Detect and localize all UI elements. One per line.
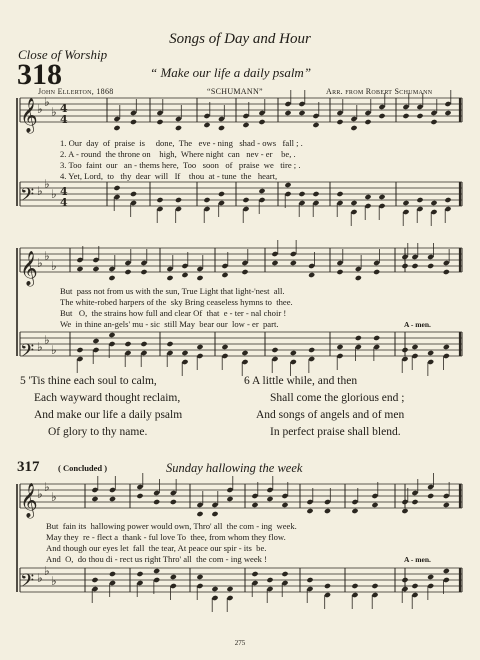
note-head	[196, 344, 203, 350]
hymn-317-line-2: May they re - flect a thank - ful love To thee, from whom they flow.	[46, 532, 286, 542]
note-head	[373, 335, 380, 341]
note-head	[76, 266, 83, 272]
note-head	[430, 119, 437, 125]
verse-5-line-3: And make our life a daily psalm	[34, 409, 183, 421]
note-head	[221, 272, 228, 278]
note-head	[351, 583, 358, 589]
hymn-318-stanza-line-3: 3. Too faint our an - thems here, Too soon of praise we tire ; .	[60, 160, 301, 170]
svg-text:𝄢: 𝄢	[20, 571, 35, 596]
note-head	[378, 194, 385, 200]
note-head	[108, 332, 115, 338]
svg-text:4: 4	[60, 185, 68, 198]
note-head	[402, 113, 409, 119]
note-head	[444, 110, 451, 116]
note-head	[336, 344, 343, 350]
svg-text:4: 4	[60, 196, 68, 209]
hymn-317-amen: A - men.	[404, 555, 431, 564]
note-head	[113, 185, 120, 191]
note-head	[170, 499, 177, 505]
svg-text:𝄞: 𝄞	[20, 483, 38, 518]
note-head	[308, 272, 315, 278]
hymn-317-line-4: And O, do thou di - rect us right Thro' all the com - ing week !	[46, 554, 267, 564]
note-head	[130, 191, 137, 197]
svg-text:♭: ♭	[37, 340, 43, 354]
note-head	[312, 122, 319, 128]
svg-text:♭: ♭	[44, 95, 50, 109]
hymn-317-label: ( Concluded )	[58, 463, 108, 473]
verse-6-line-2: Shall come the glorious end ;	[270, 392, 405, 404]
page-number: 275	[234, 639, 246, 647]
note-head	[166, 341, 173, 347]
note-head	[124, 341, 131, 347]
hymn-317-number: 317	[17, 459, 40, 475]
note-head	[281, 502, 288, 508]
note-head	[226, 496, 233, 502]
note-head	[242, 122, 249, 128]
note-head	[401, 508, 408, 514]
note-head	[401, 577, 408, 583]
note-head	[153, 568, 160, 574]
note-head	[251, 571, 258, 577]
note-head	[411, 499, 418, 505]
note-head	[350, 200, 357, 206]
svg-text:♭: ♭	[44, 177, 50, 191]
note-head	[181, 272, 188, 278]
note-head	[351, 508, 358, 514]
note-head	[284, 110, 291, 116]
note-head	[156, 197, 163, 203]
note-head	[251, 502, 258, 508]
note-head	[306, 577, 313, 583]
note-head	[364, 119, 371, 125]
note-head	[411, 263, 418, 269]
svg-text:♭: ♭	[51, 490, 57, 504]
note-head	[203, 197, 210, 203]
note-head	[136, 493, 143, 499]
svg-text:𝄞: 𝄞	[20, 98, 38, 133]
svg-text:𝄢: 𝄢	[20, 185, 35, 210]
note-head	[336, 119, 343, 125]
note-head	[92, 338, 99, 344]
note-head	[444, 197, 451, 203]
note-head	[170, 574, 177, 580]
svg-text:♭: ♭	[37, 256, 43, 270]
note-head	[175, 125, 182, 131]
note-head	[290, 350, 297, 356]
note-head	[221, 344, 228, 350]
verse-6-line-1: 6 A little while, and then	[244, 375, 358, 387]
note-head	[136, 571, 143, 577]
note-head	[308, 347, 315, 353]
svg-text:♭: ♭	[44, 564, 50, 578]
note-head	[427, 493, 434, 499]
clefs	[20, 98, 38, 596]
note-head	[373, 269, 380, 275]
note-head	[109, 571, 116, 577]
hymn-318-amen: A - men.	[404, 320, 431, 329]
note-head	[181, 350, 188, 356]
note-head	[355, 275, 362, 281]
note-head	[218, 125, 225, 131]
note-head	[196, 574, 203, 580]
note-head	[196, 275, 203, 281]
note-head	[241, 350, 248, 356]
note-head	[203, 122, 210, 128]
note-head	[402, 200, 409, 206]
note-head	[108, 275, 115, 281]
verse-5-line-1: 5 'Tis thine each soul to calm,	[20, 375, 157, 387]
svg-text:♭: ♭	[51, 105, 57, 119]
note-head	[156, 119, 163, 125]
key-signature-flats	[37, 95, 57, 588]
svg-text:♭: ♭	[37, 571, 43, 585]
verse-5-line-2: Each wayward thought reclaim,	[34, 392, 181, 404]
hymn-318-stanza-line-1: 1. Our day of praise is done, The eve - ning shad - ows fall ; .	[60, 138, 303, 148]
note-head	[211, 586, 218, 592]
note-head	[298, 110, 305, 116]
svg-text:♭: ♭	[37, 102, 43, 116]
svg-text:♭: ♭	[44, 480, 50, 494]
section-heading: Close of Worship	[18, 47, 108, 62]
hymn-317-line-1: But fain its hallowing power would own, Thro' all the com - ing week.	[46, 521, 297, 531]
note-head	[336, 269, 343, 275]
note-head	[281, 571, 288, 577]
svg-text:𝄢: 𝄢	[20, 341, 35, 366]
hymn-318-motto: “ Make our life a daily psalm”	[150, 65, 312, 80]
note-head	[175, 197, 182, 203]
svg-text:𝄞: 𝄞	[20, 251, 38, 286]
note-head	[427, 263, 434, 269]
note-head	[411, 344, 418, 350]
svg-text:♭: ♭	[44, 249, 50, 263]
note-head	[350, 125, 357, 131]
note-head	[443, 568, 450, 574]
note-head	[364, 194, 371, 200]
note-head	[109, 496, 116, 502]
note-head	[324, 583, 331, 589]
hymn-317-line-3: And though our eyes let fall the tear, At peace our spir - its be.	[46, 543, 267, 553]
hymn-318-tune: “SCHUMANN”	[207, 87, 263, 96]
note-head	[411, 583, 418, 589]
svg-text:♭: ♭	[37, 487, 43, 501]
note-head	[140, 341, 147, 347]
note-head	[271, 260, 278, 266]
verse-6-line-3: And songs of angels and of men	[256, 409, 405, 421]
note-head	[306, 508, 313, 514]
note-head	[113, 125, 120, 131]
note-head	[371, 583, 378, 589]
hymn-318-stanza2-line-3: But O, the strains how full and clear Of that e - ter - nal choir !	[60, 308, 287, 318]
note-head	[218, 191, 225, 197]
note-head	[427, 350, 434, 356]
note-head	[284, 182, 291, 188]
verse-6-line-4: In perfect praise shall blend.	[270, 426, 401, 438]
note-head	[140, 269, 147, 275]
hymn-318-stanza-line-2: 2. A - round the throne on high, Where night can nev - er be, .	[60, 149, 296, 159]
svg-text:♭: ♭	[51, 187, 57, 201]
verse-5-line-4: Of glory to thy name.	[48, 426, 148, 438]
note-head	[443, 344, 450, 350]
note-head	[336, 191, 343, 197]
note-head	[266, 496, 273, 502]
note-head	[124, 269, 131, 275]
note-head	[211, 511, 218, 517]
note-head	[427, 574, 434, 580]
svg-text:♭: ♭	[51, 574, 57, 588]
note-head	[355, 335, 362, 341]
svg-text:4: 4	[60, 102, 68, 115]
note-head	[76, 347, 83, 353]
note-head	[258, 119, 265, 125]
note-head	[166, 275, 173, 281]
note-head	[430, 200, 437, 206]
hymn-318-stanza2-line-2: The white-robed harpers of the sky Bring ceaseless hymns to thee.	[60, 297, 293, 307]
note-head	[92, 266, 99, 272]
svg-text:4: 4	[60, 113, 68, 126]
hymn-318-author: John Ellerton, 1868	[38, 87, 114, 96]
note-head	[401, 263, 408, 269]
hymn-318-stanza-line-4: 4. Yet, Lord, to thy dear will If thou at - tune the heart,	[60, 171, 278, 181]
note-head	[416, 113, 423, 119]
hymn-318-stanza2-line-1: But pass not from us with the sun, True Light that light-'nest all.	[60, 286, 285, 296]
svg-text:♭: ♭	[51, 259, 57, 273]
note-head	[258, 188, 265, 194]
note-head	[91, 496, 98, 502]
note-head	[196, 511, 203, 517]
note-head	[91, 577, 98, 583]
note-head	[242, 197, 249, 203]
hymn-318-stanza2-line-4: We in thine an-gels' mu - sic still May bear our low - er part.	[60, 319, 279, 329]
note-head	[271, 347, 278, 353]
note-head	[241, 269, 248, 275]
note-head	[226, 586, 233, 592]
note-head	[443, 502, 450, 508]
svg-text:♭: ♭	[37, 184, 43, 198]
svg-text:♭: ♭	[44, 333, 50, 347]
note-head	[378, 113, 385, 119]
note-head	[298, 191, 305, 197]
note-head	[153, 499, 160, 505]
note-head	[371, 502, 378, 508]
note-head	[290, 260, 297, 266]
note-head	[266, 577, 273, 583]
note-head	[130, 119, 137, 125]
note-head	[324, 508, 331, 514]
hymn-317-motto: Sunday hallowing the week	[166, 461, 303, 475]
note-head	[416, 197, 423, 203]
note-head	[312, 191, 319, 197]
note-head	[401, 347, 408, 353]
note-head	[443, 269, 450, 275]
page-title: Songs of Day and Hour	[169, 31, 311, 47]
hymn-318-number: 318	[17, 58, 62, 91]
hymn-318-arranger: Arr. from Robert Schumann	[326, 87, 433, 96]
svg-text:♭: ♭	[51, 343, 57, 357]
